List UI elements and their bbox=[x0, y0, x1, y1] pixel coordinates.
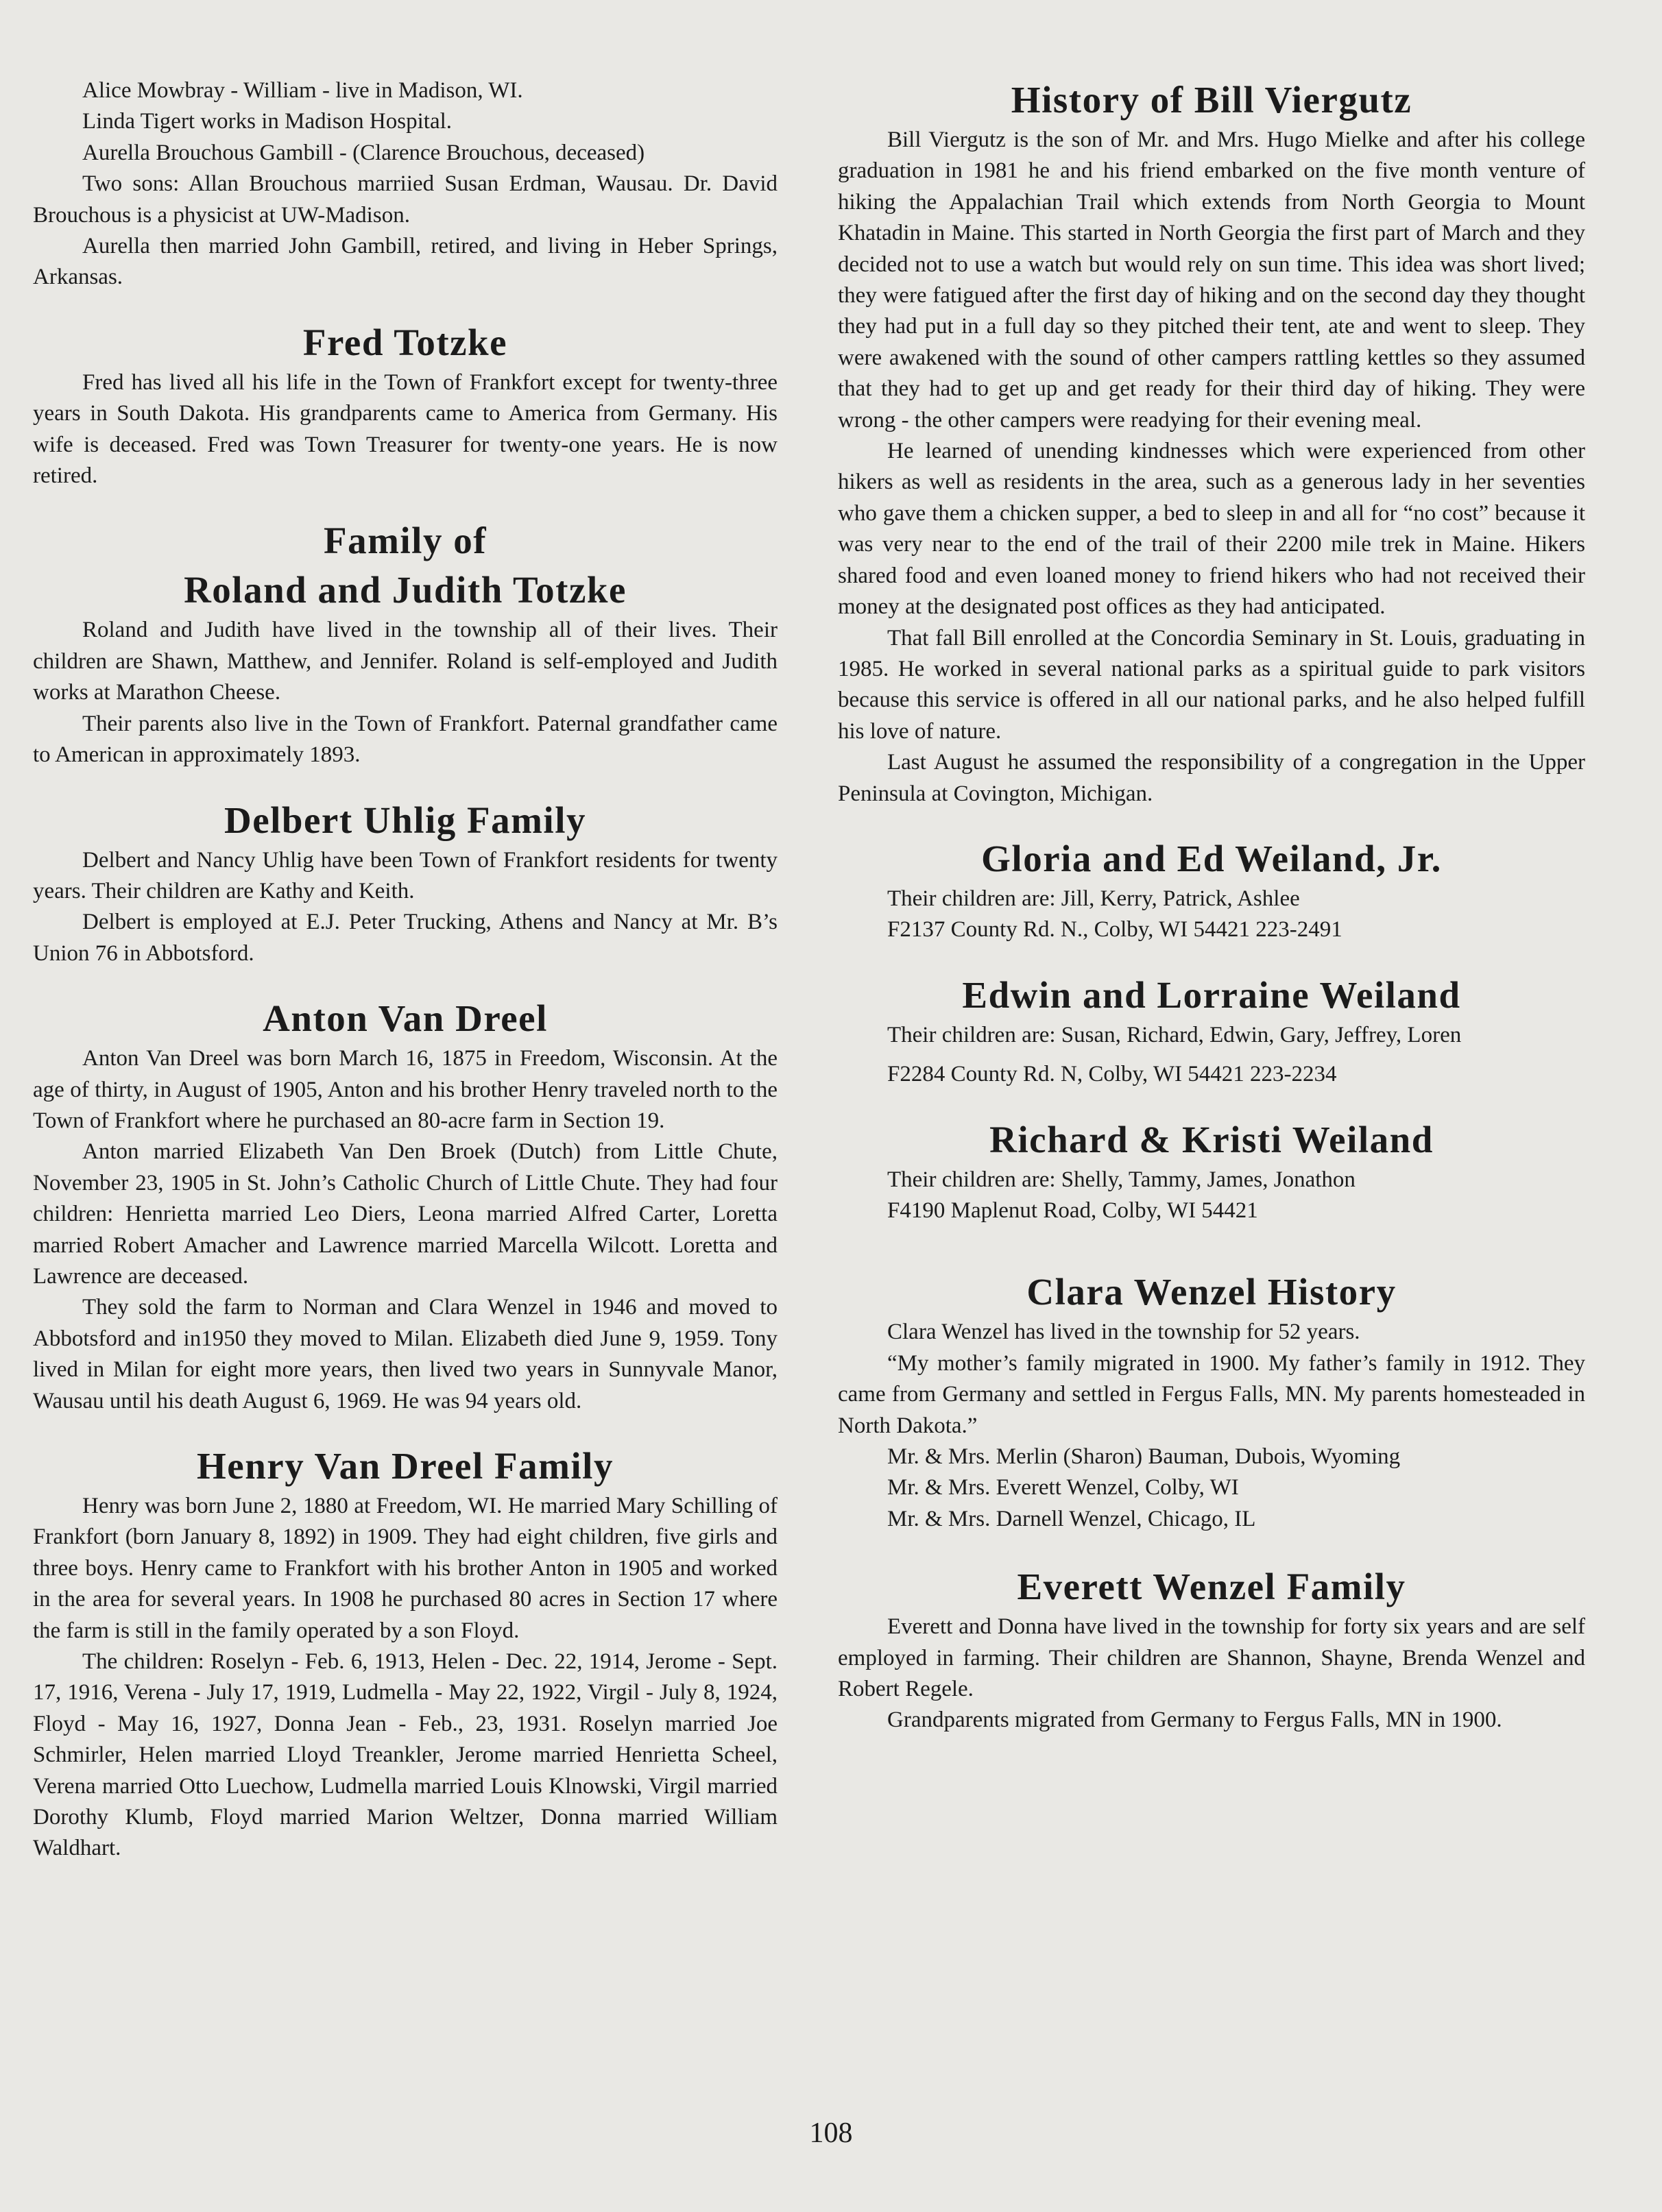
clara-wenzel-section bbox=[838, 1267, 1585, 1535]
intro-line: Linda Tigert works in Madison Hospital. bbox=[82, 109, 453, 134]
page-number: 108 bbox=[809, 2117, 853, 2149]
delbert-uhlig-section bbox=[33, 796, 778, 970]
section-title: Edwin and Lorraine Weiland bbox=[962, 973, 1461, 1016]
bill-viergutz-section bbox=[838, 75, 1585, 810]
intro-line: Aurella Brouchous Gambill - (Clarence Brouchous, deceased) bbox=[82, 140, 645, 165]
section-title: Clara Wenzel History bbox=[1026, 1271, 1397, 1313]
paragraph: Roland and Judith have lived in the township all of their lives. Their children are Shawn, Matthew, and Jennifer. Roland is self-employed and Judith works at Marathon Cheese. bbox=[33, 618, 778, 705]
children-line: Their children are: Shelly, Tammy, James, Jonathon bbox=[887, 1167, 1356, 1192]
children-line: Their children are: Susan, Richard, Edwin, Gary, Jeffrey, Loren bbox=[887, 1022, 1462, 1047]
family-line: Mr. & Mrs. Merlin (Sharon) Bauman, Dubois, Wyoming bbox=[887, 1444, 1401, 1469]
paragraph: Last August he assumed the responsibility of a congregation in the Upper Peninsula at Covington, Michigan. bbox=[838, 750, 1585, 806]
paragraph: Clara Wenzel has lived in the township for 52 years. bbox=[887, 1320, 1360, 1345]
roland-judith-totzke-section bbox=[33, 516, 778, 770]
paragraph: The children: Roselyn - Feb. 6, 1913, Helen - Dec. 22, 1914, Jerome - Sept. 17, 1916, Verena - July 17, 1919, Ludmella - May 22, 1922, Virgil - July 8, 1924, Floyd - May 16, 1927, Donna Jean - Feb., 23, 1931. Roselyn married Joe Schmirler, Helen married Lloyd Treankler, Jerome married Henrietta Scheel, Verena married Otto Luechow, Ludmella married Louis Klnowski, Virgil married Dorothy Klumb, Floyd married Marion Weltzer, Donna married William Waldhart. bbox=[33, 1649, 778, 1861]
paragraph: “My mother’s family migrated in 1900. My father’s family in 1912. They came from Germany and settled in Fergus Falls, MN. My parents homesteaded in North Dakota.” bbox=[838, 1350, 1585, 1438]
paragraph: Henry was born June 2, 1880 at Freedom, WI. He married Mary Schilling of Frankfort (born January 8, 1892) in 1909. They had eight children, five girls and three boys. Henry came to Frankfort with his brother Anton in 1905 and worked in the area for several years. In 1908 he purchased 80 acres in Section 17 where the farm is still in the family operated by a son Floyd. bbox=[33, 1494, 778, 1643]
section-title: Fred Totzke bbox=[302, 321, 508, 363]
paragraph: Their parents also live in the Town of Frankfort. Paternal grandfather came to American in approximately 1893. bbox=[33, 711, 778, 768]
paragraph: Anton Van Dreel was born March 16, 1875 in Freedom, Wisconsin. At the age of thirty, in August of 1905, Anton and his brother Henry traveled north to the Town of Frankfort where he purchased an 80-acre farm in Section 19. bbox=[33, 1046, 778, 1133]
intro-line: Aurella then married John Gambill, retired, and living in Heber Springs, Arkansas. bbox=[33, 234, 778, 290]
intro-line: Two sons: Allan Brouchous marriied Susan Erdman, Wausau. Dr. David Brouchous is a physicist at UW-Madison. bbox=[33, 171, 778, 228]
family-line: Mr. & Mrs. Everett Wenzel, Colby, WI bbox=[887, 1475, 1239, 1500]
paragraph: He learned of unending kindnesses which were experienced from other hikers as well as residents in the area, such as a generous lady in her seventies who gave them a chicken supper, a bed to sleep in and all for “no cost” because it was very near to the end of the trail of their 2200 mile trek in Maine. Hikers shared food and even loaned money to friend hikers who had not received their money at the designated post offices as they had anticipated. bbox=[838, 439, 1585, 620]
children-line: Their children are: Jill, Kerry, Patrick, Ashlee bbox=[887, 886, 1300, 911]
fred-totzke-section bbox=[33, 318, 778, 492]
left-column bbox=[33, 75, 778, 1889]
section-title: Gloria and Ed Weiland, Jr. bbox=[981, 837, 1442, 879]
anton-van-dreel-section bbox=[33, 994, 778, 1417]
section-title: Henry Van Dreel Family bbox=[197, 1445, 614, 1487]
section-title: Delbert Uhlig Family bbox=[224, 799, 586, 841]
everett-wenzel-section bbox=[838, 1562, 1585, 1736]
family-line: Mr. & Mrs. Darnell Wenzel, Chicago, IL bbox=[887, 1506, 1256, 1531]
address-line: F2284 County Rd. N, Colby, WI 54421 223-2234 bbox=[887, 1062, 1337, 1087]
section-title-line1: Family of bbox=[323, 520, 487, 562]
address-line: F2137 County Rd. N., Colby, WI 54421 223-2491 bbox=[887, 917, 1342, 943]
paragraph: Delbert and Nancy Uhlig have been Town of Frankfort residents for twenty years. Their children are Kathy and Keith. bbox=[33, 847, 778, 903]
gloria-ed-weiland-section bbox=[838, 834, 1585, 946]
henry-van-dreel-section bbox=[33, 1442, 778, 1864]
edwin-lorraine-weiland-section bbox=[838, 971, 1585, 1091]
section-title: Everett Wenzel Family bbox=[1017, 1566, 1406, 1608]
section-title: Anton Van Dreel bbox=[263, 997, 548, 1040]
paragraph: Delbert is employed at E.J. Peter Trucking, Athens and Nancy at Mr. B’s Union 76 in Abbotsford. bbox=[33, 910, 778, 966]
intro-line: Alice Mowbray - William - live in Madison, WI. bbox=[82, 78, 523, 103]
richard-kristi-weiland-section bbox=[838, 1115, 1585, 1227]
section-title-line2: Roland and Judith Totzke bbox=[184, 569, 627, 611]
paragraph: They sold the farm to Norman and Clara Wenzel in 1946 and moved to Abbotsford and in1950 they moved to Milan. Elizabeth died June 9, 1959. Tony lived in Milan for eight more years, then lived two years in Sunnyvale Manor, Wausau until his death August 6, 1969. He was 94 years old. bbox=[33, 1295, 778, 1413]
section-title: History of Bill Viergutz bbox=[1011, 79, 1412, 121]
right-column bbox=[838, 75, 1585, 1761]
address-line: F4190 Maplenut Road, Colby, WI 54421 bbox=[887, 1198, 1258, 1223]
paragraph: Grandparents migrated from Germany to Fergus Falls, MN in 1900. bbox=[887, 1707, 1502, 1733]
paragraph: Bill Viergutz is the son of Mr. and Mrs. Hugo Mielke and after his college graduation in 1981 he and his friend embarked on the five month venture of hiking the Appalachian Trail which extends from North Georgia to Mount Khatadin in Maine. This started in North Georgia the first part of March and they decided not to use a watch but would rely on sun time. This idea was short lived; they were fatigued after the first day of hiking and on the second day they thought they had put in a full day so they pitched their tent, ate and went to sleep. They were awakened with the sound of other campers rattling kettles so they assumed that they had to get up and get ready for their third day of hiking. They were wrong - the other campers were readying for their evening meal. bbox=[838, 127, 1585, 433]
paragraph: That fall Bill enrolled at the Concordia Seminary in St. Louis, graduating in 1985. He worked in several national parks as a spiritual guide to park visitors because this service is offered in all our national parks, and he also helped fulfill his love of nature. bbox=[838, 625, 1585, 744]
intro-section bbox=[33, 75, 778, 293]
section-title: Richard & Kristi Weiland bbox=[989, 1118, 1434, 1160]
paragraph: Fred has lived all his life in the Town of Frankfort except for twenty-three years in South Dakota. His grandparents came to America from Germany. His wife is deceased. Fred was Town Treasurer for twenty-one years. He is now retired. bbox=[33, 369, 778, 489]
paragraph: Everett and Donna have lived in the township for forty six years and are self employed in farming. Their children are Shannon, Shayne, Brenda Wenzel and Robert Regele. bbox=[838, 1614, 1585, 1702]
paragraph: Anton married Elizabeth Van Den Broek (Dutch) from Little Chute, November 23, 1905 in St. John’s Catholic Church of Little Chute. They had four children: Henrietta married Leo Diers, Leona married Alfred Carter, Loretta married Robert Amacher and Lawrence married Marcella Wilcott. Loretta and Lawrence are deceased. bbox=[33, 1139, 778, 1289]
